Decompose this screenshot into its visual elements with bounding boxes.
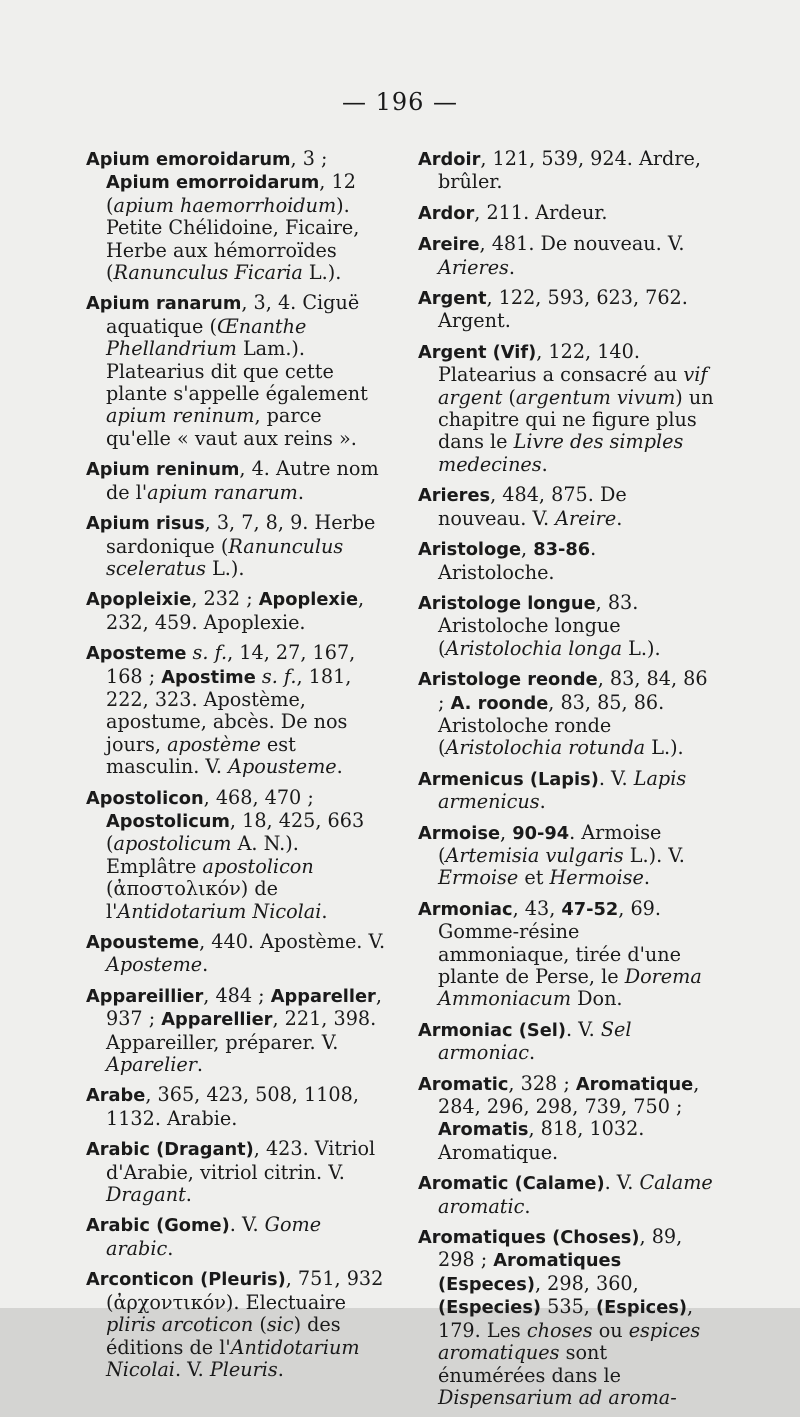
index-entry	[418, 1226, 714, 1409]
entry-italic-text: s. f.	[192, 641, 228, 665]
entry-page-refs: , 83, 84, 86 ;	[438, 667, 708, 714]
entry-headword: Apoplexie	[258, 589, 359, 611]
entry-definition: Vitriol d'Arabie, vitriol citrin. V.	[106, 1137, 376, 1184]
entry-italic-text: sic	[266, 1313, 294, 1337]
entry-page-refs: , 3 ;	[290, 147, 328, 170]
entry-definition: Apoplexie.	[203, 610, 306, 634]
entry-page-refs: , 211.	[474, 200, 536, 224]
entry-page-refs: , 3, 4.	[241, 291, 303, 315]
entry-page-refs: , 3, 7, 8, 9.	[204, 511, 315, 535]
entry-definition: De nouveau. V.	[438, 483, 627, 530]
entry-definition: Platearius a consacré au	[438, 363, 684, 387]
entry-headword: 90-94	[512, 822, 570, 844]
entry-italic-text: apium ranarum	[147, 480, 298, 504]
entry-headword: Arabe	[86, 1085, 146, 1107]
entry-page-refs: , 83, 85, 86.	[548, 690, 665, 714]
entry-page-refs: , 122, 140.	[536, 339, 640, 363]
entry-definition: L.).	[302, 261, 342, 285]
entry-page-refs: , 4.	[239, 457, 276, 481]
entry-page-refs: , 484, 875.	[490, 483, 600, 507]
entry-page-refs: , 122, 593, 623, 762.	[486, 286, 688, 310]
entry-page-refs: , 440.	[199, 930, 261, 953]
entry-headword: Aristologe longue	[418, 592, 596, 614]
entry-italic-text: apostolicum	[113, 832, 232, 856]
index-entry	[418, 202, 714, 225]
entry-definition: Autre nom de l'	[106, 457, 379, 504]
index-entry	[418, 341, 714, 476]
entry-italic-text: Dorema Ammoniacum	[438, 965, 702, 1011]
entry-definition: Herbe sardonique (	[106, 511, 376, 558]
entry-definition: .	[196, 1053, 204, 1077]
entry-headword: Apium emoroidarum	[86, 149, 291, 170]
entry-definition: Aristoloche.	[438, 560, 555, 584]
entry-italic-text: Areire	[555, 506, 617, 530]
entry-definition: L.). V.	[623, 843, 685, 867]
entry-headword: Arabic (Gome)	[86, 1215, 230, 1237]
entry-headword: A. roonde	[450, 692, 549, 714]
entry-headword: Ardor	[418, 202, 475, 224]
entry-definition: Ardeur.	[535, 200, 608, 224]
entry-page-refs: , 89, 298 ;	[438, 1225, 683, 1272]
index-entry	[86, 1214, 392, 1260]
entry-page-refs: , 481.	[479, 232, 541, 256]
entry-definition: .	[508, 255, 516, 279]
entry-definition: (ἀποστολικόν) de l'	[106, 877, 278, 923]
entry-italic-text: Antidotarium Nicolai	[106, 1335, 360, 1381]
index-entry	[418, 592, 714, 660]
entry-italic-text: vif argent	[438, 363, 708, 409]
entry-page-refs: , 14, 27, 167, 168 ;	[106, 641, 356, 688]
entry-italic-text: Aparelier	[106, 1053, 197, 1077]
entry-definition: Ardre, brûler.	[438, 147, 701, 194]
entry-headword: Aromatique	[575, 1073, 694, 1095]
entry-page-refs: , 69.	[618, 896, 661, 920]
entry-headword: 83-86	[533, 539, 591, 561]
entry-italic-text: Livre des simples medecines	[438, 430, 684, 476]
entry-headword: Apostolicum	[106, 810, 230, 832]
entry-italic-text: apostème	[167, 732, 261, 756]
entry-definition: .	[167, 1236, 174, 1260]
index-entry	[418, 1019, 714, 1065]
entry-definition: (ἀρχοντικόν). Electuaire	[106, 1290, 347, 1314]
entry-italic-text: Aristolochia rotunda	[445, 736, 646, 760]
entry-headword: 47-52	[561, 898, 619, 920]
index-entry	[418, 668, 714, 760]
entry-italic-text: Pleuris	[209, 1357, 278, 1381]
entry-italic-text: Gome arabic	[106, 1213, 322, 1260]
entry-headword: Arconticon (Pleuris)	[86, 1269, 286, 1291]
entry-definition: Apostème. V.	[260, 930, 386, 953]
entry-page-refs: , 232 ;	[191, 587, 259, 611]
entry-italic-text: s. f.	[261, 664, 297, 688]
entry-headword: Argent	[418, 288, 487, 310]
entry-headword: Armoniac (Sel)	[418, 1019, 566, 1041]
entry-definition: .	[524, 1194, 531, 1218]
index-entry	[418, 484, 714, 530]
entry-definition: Les	[486, 1318, 527, 1342]
entry-page-refs: , 818, 1032.	[528, 1117, 645, 1141]
entry-definition: . V.	[174, 1357, 210, 1381]
entry-italic-text: Aristolochia longa	[445, 636, 623, 660]
entry-headword: Appareillier	[86, 985, 204, 1007]
index-entry	[418, 1073, 714, 1165]
index-entry	[86, 512, 392, 580]
entry-definition: Aristoloche longue (	[438, 614, 621, 660]
left-column	[86, 148, 392, 1389]
entry-definition: .	[321, 899, 328, 923]
entry-definition: .	[277, 1357, 284, 1381]
entry-page-refs: ,	[521, 537, 534, 561]
entry-italic-text: espices aromatiques	[438, 1318, 701, 1365]
entry-italic-text: Ranunculus Ficaria	[113, 261, 303, 285]
entry-definition: (	[502, 385, 516, 409]
entry-definition: . V.	[598, 766, 634, 790]
index-entry	[86, 931, 392, 977]
entry-definition: L.).	[622, 636, 661, 660]
entry-headword: Aristologe reonde	[418, 669, 598, 691]
entry-italic-text: argentum vivum	[515, 385, 676, 409]
entry-definition: Argent.	[438, 309, 511, 333]
entry-definition: , parce qu'elle « vaut aux reins ».	[106, 404, 357, 450]
entry-page-refs: ,	[500, 820, 513, 844]
entry-page-refs: , 284, 296, 298, 739, 750 ;	[438, 1071, 700, 1119]
entry-headword: Armenicus (Lapis)	[418, 768, 599, 790]
entry-page-refs: , 179.	[438, 1295, 694, 1342]
entry-definition: sont énumérées dans le	[438, 1341, 621, 1387]
entry-page-refs: 535,	[541, 1295, 596, 1319]
entry-headword: Apostolicon	[86, 787, 204, 809]
entry-headword: Apopleixie	[86, 589, 192, 611]
index-entry	[418, 822, 714, 890]
entry-italic-text: apium haemorrhoidum	[113, 193, 337, 217]
entry-page-refs: , 484 ;	[203, 983, 271, 1007]
entry-definition: L.).	[205, 556, 245, 580]
entry-definition: Arabie.	[167, 1106, 238, 1130]
entry-italic-text: Ranunculus sceleratus	[106, 534, 344, 580]
index-entry	[86, 148, 392, 284]
entry-definition: Armoise (	[438, 820, 662, 867]
index-entry	[418, 538, 714, 584]
index-entry	[86, 292, 392, 450]
entry-italic-text: apostolicon	[202, 854, 314, 878]
entry-definition: ). Petite Chélidoine, Ficaire, Herbe aux hémorroïdes (	[106, 193, 360, 285]
index-entry	[418, 898, 714, 1011]
index-entry	[86, 1268, 392, 1381]
entry-italic-text: Œnanthe Phellandrium	[106, 314, 307, 361]
entry-italic-text: apium reninum	[106, 404, 255, 428]
entry-page-refs: , 121, 539, 924.	[480, 147, 640, 170]
entry-definition: Ciguë aquatique (	[106, 291, 360, 338]
entry-page-refs: , 751, 932	[285, 1267, 384, 1291]
entry-definition: Aristoloche ronde (	[438, 713, 612, 760]
index-entry	[86, 642, 392, 778]
entry-headword: Apostime	[161, 666, 256, 688]
entry-italic-text: Lapis armenicus	[438, 766, 687, 814]
entry-headword: Apium risus	[86, 513, 205, 535]
entry-definition: .	[541, 452, 548, 476]
index-entry	[86, 787, 392, 923]
index-entry	[86, 458, 392, 504]
entry-page-refs: , 423.	[253, 1137, 315, 1161]
entry-headword: Apium reninum	[86, 459, 240, 481]
index-entry	[418, 768, 714, 814]
entry-definition: Aromatique.	[438, 1140, 559, 1164]
entry-definition: . V.	[565, 1017, 601, 1041]
entry-page-refs: , 365, 423, 508, 1108, 1132.	[106, 1083, 359, 1130]
entry-headword: Apparellier	[161, 1009, 273, 1031]
entry-italic-text: Antidotarium Nicolai	[117, 899, 322, 923]
index-entry	[418, 233, 714, 279]
entry-page-refs: , 468, 470 ;	[203, 785, 314, 809]
entry-definition: L.).	[645, 736, 684, 760]
entry-page-refs: .	[590, 537, 597, 561]
entry-italic-text: Arieres	[438, 255, 509, 279]
entry-headword: Aromatis	[438, 1119, 529, 1141]
entry-headword: Aromatic (Calame)	[418, 1173, 605, 1195]
entry-page-refs: , 18, 425, 663 (	[106, 808, 365, 856]
entry-page-refs: , 83.	[595, 590, 639, 614]
index-entry	[418, 1172, 714, 1218]
entry-page-refs: , 43,	[512, 896, 562, 920]
entry-headword: Aromatiques (Choses)	[418, 1227, 640, 1249]
entry-definition: .	[185, 1183, 192, 1207]
entry-definition: .	[202, 953, 209, 977]
entry-definition: . V.	[604, 1171, 640, 1195]
right-column	[418, 148, 714, 1417]
entry-headword: Aposteme	[86, 643, 187, 665]
entry-page-refs: .	[569, 820, 582, 844]
entry-headword: Ardoir	[418, 149, 481, 170]
entry-headword: Aristologe	[418, 539, 522, 561]
entry-italic-text: Dispensarium ad aroma-	[438, 1385, 677, 1409]
entry-italic-text: Artemisia vulgaris	[445, 843, 624, 867]
entry-definition: .	[539, 790, 546, 814]
index-entry	[418, 148, 714, 194]
entry-page-refs: , 12 (	[106, 170, 356, 217]
entry-definition: est masculin. V.	[106, 732, 296, 779]
entry-page-refs: , 937 ;	[106, 983, 382, 1031]
entry-headword: Aromatiques (Especes)	[438, 1250, 622, 1295]
entry-definition: ) des éditions de l'	[106, 1313, 341, 1359]
entry-headword: Arieres	[418, 485, 491, 507]
entry-definition: Don.	[571, 987, 623, 1011]
entry-headword: Argent (Vif)	[418, 341, 537, 363]
entry-definition: Lam.). Platearius dit que cette plante s'appelle également	[106, 337, 368, 406]
entry-italic-text: choses	[526, 1318, 593, 1342]
entry-italic-text: Calame aromatic	[438, 1171, 713, 1218]
entry-page-refs: , 298, 360,	[534, 1271, 639, 1295]
entry-definition: et	[518, 866, 550, 890]
entry-headword: Areire	[418, 234, 480, 256]
entry-definition: De nouveau. V.	[540, 232, 685, 256]
index-entry	[86, 985, 392, 1077]
entry-headword: Apium ranarum	[86, 293, 242, 315]
entry-definition: .	[336, 755, 343, 779]
entry-headword: (Especies)	[438, 1297, 542, 1319]
entry-headword: Armoniac	[418, 898, 513, 920]
entry-page-refs: , 181, 222, 323.	[106, 664, 352, 711]
page-number: — 196 —	[341, 88, 459, 116]
entry-headword: Appareller	[270, 985, 376, 1007]
entry-definition: Apostème, apostume, abcès. De nos jours,	[106, 687, 348, 756]
entry-page-refs: , 232, 459.	[106, 587, 365, 634]
entry-italic-text: pliris arcoticon	[106, 1313, 254, 1337]
entry-definition: ) un chapitre qui ne figure plus dans le	[438, 385, 714, 454]
entry-definition: .	[297, 480, 304, 504]
entry-headword: (Espices)	[595, 1297, 687, 1319]
entry-definition: A. N.). Emplâtre	[106, 832, 299, 878]
entry-headword: Arabic (Dragant)	[86, 1139, 254, 1161]
entry-definition: .	[643, 866, 650, 890]
entry-definition: Gomme-résine ammoniaque, tirée d'une plante de Perse, le	[438, 920, 681, 988]
entry-italic-text: Sel armoniac	[438, 1017, 632, 1065]
entry-definition: Appareiller, préparer. V.	[106, 1030, 339, 1054]
entry-italic-text: Hermoise	[549, 866, 644, 890]
entry-page-refs: , 221, 398.	[272, 1007, 377, 1031]
entry-definition: (	[253, 1313, 267, 1337]
index-entry	[86, 588, 392, 634]
entry-definition: .	[529, 1041, 536, 1065]
entry-headword: Armoise	[418, 822, 501, 844]
entry-definition: ou	[592, 1318, 629, 1342]
entry-italic-text: Ermoise	[438, 866, 519, 890]
entry-headword: Apium emorroidarum	[106, 172, 320, 194]
entry-italic-text: Apousteme	[228, 755, 337, 779]
entry-italic-text: Aposteme	[106, 953, 203, 977]
entry-italic-text: Dragant	[106, 1183, 186, 1207]
entry-definition: .	[616, 506, 623, 530]
entry-page-refs: , 328 ;	[508, 1071, 576, 1095]
index-entry	[86, 1084, 392, 1130]
index-entry	[418, 287, 714, 333]
entry-definition: . V.	[229, 1213, 265, 1237]
index-entry	[86, 1138, 392, 1206]
entry-headword: Aromatic	[418, 1073, 509, 1095]
entry-headword: Apousteme	[86, 932, 200, 953]
